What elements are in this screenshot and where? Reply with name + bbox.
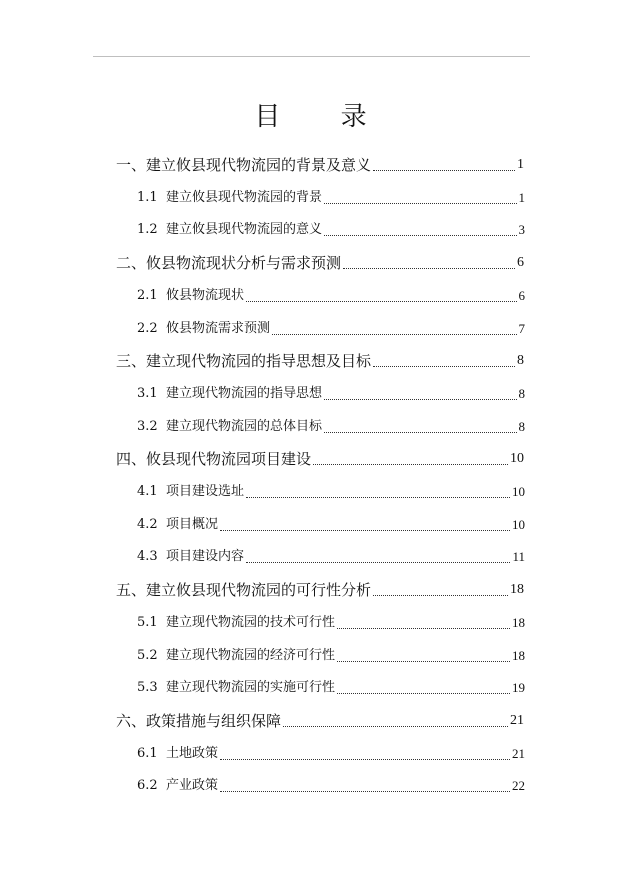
toc-entry-number: 六、 [116,711,147,730]
toc-page-number: 8 [518,385,525,401]
toc-entry-label: 建立现代物流园的经济可行性 [165,647,335,663]
toc-page-number: 10 [512,484,525,499]
toc-entry-label: 攸县物流现状 [165,287,244,303]
toc-page-number: 22 [512,778,525,794]
toc-chapter-entry[interactable] [116,252,524,274]
toc-section-entry[interactable] [137,514,525,536]
toc-dot-leader [324,235,517,236]
toc-section-entry[interactable] [137,775,525,797]
toc-dot-leader [337,693,510,694]
toc-dot-leader [283,726,508,727]
toc-section-entry[interactable] [137,383,525,405]
toc-entry-label: 攸县现代物流园项目建设 [146,450,312,469]
toc-page-number: 7 [518,320,525,336]
toc-dot-leader [220,530,510,531]
toc-page-number: 3 [518,222,525,238]
toc-page-number: 18 [512,614,525,630]
page-title: 目 录 [254,102,393,132]
toc-section-entry[interactable] [137,677,525,699]
toc-entry-label: 项目建设内容 [165,549,244,565]
toc-dot-leader [246,562,511,563]
toc-page-number: 21 [510,712,524,728]
toc-dot-leader [343,268,515,269]
toc-dot-leader [324,432,517,433]
toc-entry-number: 6.2 [137,778,166,794]
toc-page-number: 6 [518,287,525,303]
toc-entry-number: 3.1 [137,385,166,401]
toc-page-number: 10 [510,451,524,467]
toc-dot-leader [337,661,510,662]
toc-dot-leader [324,399,517,400]
toc-page-number: 11 [512,549,525,565]
toc-entry-label: 建立攸县现代物流园的背景 [165,189,322,205]
toc-entry-label: 建立攸县现代物流园的背景及意义 [146,156,372,174]
toc-entry-number: 4.2 [137,516,166,532]
toc-entry-label: 建立现代物流园的实施可行性 [165,680,335,696]
toc-page-number: 10 [512,516,525,532]
toc-dot-leader [246,497,510,498]
toc-page-number: 18 [510,582,524,598]
toc-chapter-entry[interactable] [116,350,524,372]
toc-section-entry[interactable] [137,219,525,241]
toc-entry-number: 五、 [116,581,147,600]
toc-section-entry[interactable] [137,285,525,307]
toc-entry-label: 土地政策 [165,745,218,761]
toc-dot-leader [246,301,517,302]
toc-entry-label: 建立攸县现代物流园的意义 [165,222,322,238]
toc-entry-label: 建立现代物流园的指导思想及目标 [146,352,372,371]
toc-entry-number: 二、 [116,254,147,273]
toc-dot-leader [373,170,515,171]
toc-entry-number: 2.1 [137,287,166,303]
toc-section-entry[interactable] [137,187,525,209]
toc-section-entry[interactable] [137,743,525,765]
toc-entry-number: 1.2 [137,222,166,238]
toc-entry-number: 2.2 [137,320,166,336]
toc-entry-number: 4.1 [137,484,166,499]
toc-entry-label: 建立现代物流园的技术可行性 [165,614,335,630]
toc-entry-number: 4.3 [137,549,166,565]
toc-chapter-entry[interactable] [116,154,524,176]
toc-page-number: 8 [517,353,524,369]
toc-dot-leader [373,366,515,367]
toc-entry-number: 三、 [116,352,147,371]
toc-dot-leader [337,628,510,629]
toc-entry-number: 5.2 [137,647,166,663]
toc-page-number: 1 [518,189,525,205]
toc-section-entry[interactable] [137,546,525,568]
toc-entry-label: 建立攸县现代物流园的可行性分析 [146,581,372,600]
toc-page-number: 18 [512,647,525,663]
toc-section-entry[interactable] [137,612,525,634]
toc-entry-label: 攸县物流需求预测 [165,320,270,336]
toc-dot-leader [313,464,508,465]
toc-entry-number: 四、 [116,450,147,469]
toc-entry-number: 1.1 [137,189,166,205]
toc-dot-leader [220,791,510,792]
toc-section-entry[interactable] [137,481,525,503]
toc-dot-leader [324,203,517,204]
toc-dot-leader [373,595,508,596]
toc-entry-label: 政策措施与组织保障 [146,711,282,730]
toc-entry-number: 一、 [116,156,147,174]
toc-entry-number: 6.1 [137,745,166,761]
toc-entry-label: 项目建设选址 [165,484,244,499]
toc-page-number: 6 [517,255,524,271]
toc-entry-label: 产业政策 [165,778,218,794]
toc-entry-label: 攸县物流现状分析与需求预测 [146,254,342,273]
toc-page-number: 1 [517,157,524,172]
toc-entry-label: 建立现代物流园的总体目标 [165,418,322,434]
toc-page-number: 19 [512,680,525,696]
toc-entry-label: 建立现代物流园的指导思想 [165,385,322,401]
toc-chapter-entry[interactable] [116,710,524,732]
toc-entry-number: 5.3 [137,680,166,696]
toc-dot-leader [272,334,517,335]
toc-chapter-entry[interactable] [116,448,524,470]
header-rule [93,56,530,57]
toc-page-number: 21 [512,745,525,761]
toc-section-entry[interactable] [137,416,525,438]
toc-entry-number: 5.1 [137,614,166,630]
toc-entry-label: 项目概况 [165,516,218,532]
toc-chapter-entry[interactable] [116,579,524,601]
toc-entry-number: 3.2 [137,418,166,434]
toc-page-number: 8 [518,418,525,434]
toc-section-entry[interactable] [137,318,525,340]
toc-section-entry[interactable] [137,645,525,667]
toc-dot-leader [220,759,510,760]
